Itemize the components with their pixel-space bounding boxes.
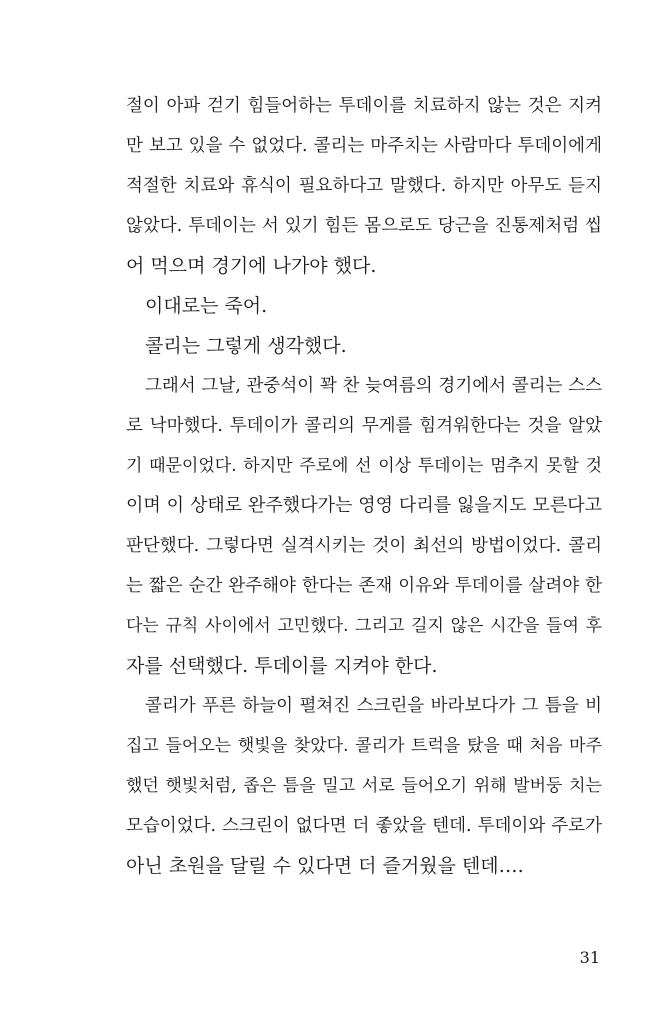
text-line: 기 때문이었다. 하지만 주로에 선 이상 투데이는 멈추지 못할 것 xyxy=(126,456,602,476)
text-line: 만 보고 있을 수 없었다. 콜리는 마주치는 사람마다 투데이에게 xyxy=(126,136,602,156)
text-line: 판단했다. 그렇다면 실격시키는 것이 최선의 방법이었다. 콜리 xyxy=(126,536,602,556)
page-number: 31 xyxy=(579,948,600,967)
text-line: 절이 아파 걷기 힘들어하는 투데이를 치료하지 않는 것은 지켜 xyxy=(126,96,602,116)
text-line: 했던 햇빛처럼, 좁은 틈을 밀고 서로 들어오기 위해 발버둥 치는 xyxy=(126,776,602,796)
text-line: 그래서 그날, 관중석이 꽉 찬 늦여름의 경기에서 콜리는 스스 xyxy=(145,376,602,396)
body-text xyxy=(126,86,602,886)
text-line: 모습이었다. 스크린이 없다면 더 좋았을 텐데. 투데이와 주로가 xyxy=(126,816,602,836)
text-line: 이며 이 상태로 완주했다가는 영영 다리를 잃을지도 모른다고 xyxy=(126,495,602,516)
text-line: 적절한 치료와 휴식이 필요하다고 말했다. 하지만 아무도 듣지 xyxy=(126,176,602,196)
text-line: 다는 규칙 사이에서 고민했다. 그리고 길지 않은 시간을 들여 후 xyxy=(126,616,602,636)
text-line: 는 짧은 순간 완주해야 한다는 존재 이유와 투데이를 살려야 한 xyxy=(126,576,602,596)
text-line: 이대로는 죽어. xyxy=(145,295,268,317)
text-line: 콜리는 그렇게 생각했다. xyxy=(145,335,347,357)
text-line: 콜리가 푸른 하늘이 펼쳐진 스크린을 바라보다가 그 틈을 비 xyxy=(145,696,602,716)
text-line: 않았다. 투데이는 서 있기 힘든 몸으로도 당근을 진통제처럼 씹 xyxy=(126,216,602,236)
text-line: 집고 들어오는 햇빛을 찾았다. 콜리가 트럭을 탔을 때 처음 마주 xyxy=(126,736,602,756)
text-line: 로 낙마했다. 투데이가 콜리의 무게를 힘겨워한다는 것을 알았 xyxy=(126,416,602,436)
text-line: 아닌 초원을 달릴 수 있다면 더 즐거웠을 텐데…. xyxy=(126,855,524,877)
text-line: 어 먹으며 경기에 나가야 했다. xyxy=(126,255,377,277)
text-line: 자를 선택했다. 투데이를 지켜야 한다. xyxy=(126,655,438,677)
